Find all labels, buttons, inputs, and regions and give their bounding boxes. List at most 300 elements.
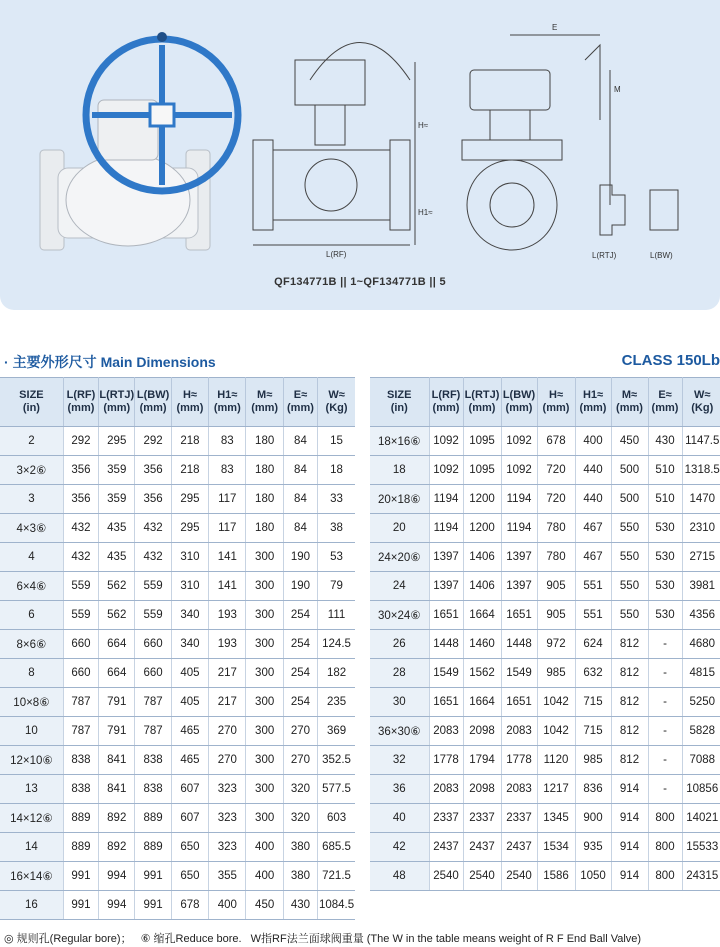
value-cell: 1042 — [537, 688, 575, 717]
value-cell: 83 — [209, 456, 246, 485]
value-cell: - — [648, 630, 682, 659]
value-cell: 15 — [318, 427, 355, 456]
value-cell: 715 — [575, 688, 611, 717]
table-row — [370, 862, 720, 891]
value-cell: 300 — [246, 804, 283, 833]
value-cell: 84 — [283, 485, 317, 514]
value-cell: 369 — [318, 717, 355, 746]
value-cell: 141 — [209, 543, 246, 572]
value-cell: 1778 — [501, 746, 537, 775]
column-header — [537, 378, 575, 427]
table-row — [0, 746, 355, 775]
value-cell: 991 — [63, 862, 98, 891]
value-cell: 352.5 — [318, 746, 355, 775]
label-m: M — [614, 85, 621, 94]
size-cell: 36×30⑥ — [370, 717, 429, 746]
value-cell: 432 — [63, 514, 98, 543]
value-cell: 2437 — [501, 833, 537, 862]
value-cell: 985 — [575, 746, 611, 775]
value-cell: 270 — [209, 717, 246, 746]
value-cell: 270 — [209, 746, 246, 775]
header-row — [0, 378, 355, 427]
label-l-bw: L(BW) — [650, 251, 673, 260]
value-cell: 780 — [537, 543, 575, 572]
value-cell: 323 — [209, 804, 246, 833]
size-cell: 30×24⑥ — [370, 601, 429, 630]
table-row — [370, 601, 720, 630]
column-header — [135, 378, 171, 427]
column-header-unit: (in) — [390, 402, 408, 414]
value-cell: 660 — [135, 630, 171, 659]
value-cell: 270 — [283, 717, 317, 746]
value-cell: 450 — [611, 427, 648, 456]
value-cell: 664 — [99, 659, 135, 688]
column-header — [171, 378, 208, 427]
size-cell: 24 — [370, 572, 429, 601]
valve-drawings — [0, 0, 720, 310]
class-label: CLASS 150Lb — [621, 352, 720, 369]
value-cell: 218 — [171, 427, 208, 456]
value-cell: 10856 — [682, 775, 720, 804]
size-cell: 4 — [0, 543, 63, 572]
value-cell: 356 — [63, 456, 98, 485]
value-cell: 1194 — [429, 485, 463, 514]
column-header-label: L(RF) — [66, 389, 96, 401]
value-cell: 500 — [611, 456, 648, 485]
value-cell: 300 — [246, 543, 283, 572]
value-cell: 1042 — [537, 717, 575, 746]
value-cell: 2337 — [429, 804, 463, 833]
value-cell: 14021 — [682, 804, 720, 833]
value-cell: 300 — [246, 630, 283, 659]
size-cell: 40 — [370, 804, 429, 833]
value-cell: 2337 — [463, 804, 501, 833]
value-cell: 721.5 — [318, 862, 355, 891]
value-cell: 991 — [135, 891, 171, 920]
value-cell: 300 — [246, 717, 283, 746]
value-cell: 715 — [575, 717, 611, 746]
product-figure-panel — [0, 0, 720, 310]
column-header-label: W≈ — [328, 389, 345, 401]
column-header-label: H≈ — [182, 389, 197, 401]
value-cell: 660 — [63, 630, 98, 659]
value-cell: 985 — [537, 659, 575, 688]
value-cell: 889 — [135, 833, 171, 862]
table-row — [0, 659, 355, 688]
value-cell: 791 — [99, 688, 135, 717]
value-cell: 607 — [171, 775, 208, 804]
value-cell: 510 — [648, 456, 682, 485]
value-cell: 400 — [575, 427, 611, 456]
table-row — [0, 427, 355, 456]
value-cell: 1092 — [501, 456, 537, 485]
value-cell: 1562 — [463, 659, 501, 688]
value-cell: 180 — [246, 514, 283, 543]
drawing-front-section — [253, 43, 433, 260]
value-cell: 38 — [318, 514, 355, 543]
value-cell: 1120 — [537, 746, 575, 775]
value-cell: 340 — [171, 630, 208, 659]
column-header — [209, 378, 246, 427]
value-cell: 435 — [99, 543, 135, 572]
value-cell: 800 — [648, 833, 682, 862]
footnote-regular-bore: ◎ 规则孔(Regular bore)； — [4, 933, 132, 945]
column-header-unit: (mm) — [505, 402, 533, 414]
value-cell: 79 — [318, 572, 355, 601]
value-cell: 1794 — [463, 746, 501, 775]
value-cell: 1470 — [682, 485, 720, 514]
value-cell: 510 — [648, 485, 682, 514]
column-header-unit: (mm) — [213, 402, 241, 414]
value-cell: 53 — [318, 543, 355, 572]
column-header-label: H1≈ — [582, 389, 604, 401]
column-header-label: SIZE — [19, 389, 44, 401]
table-row — [0, 485, 355, 514]
value-cell: 994 — [99, 862, 135, 891]
value-cell: 430 — [648, 427, 682, 456]
table-row — [0, 601, 355, 630]
value-cell: 2437 — [429, 833, 463, 862]
table-row — [370, 456, 720, 485]
value-cell: 1664 — [463, 688, 501, 717]
column-header — [429, 378, 463, 427]
value-cell: 33 — [318, 485, 355, 514]
value-cell: 841 — [99, 746, 135, 775]
value-cell: 500 — [611, 485, 648, 514]
column-header-label: L(RTJ) — [99, 389, 135, 401]
table-row — [0, 514, 355, 543]
value-cell: 405 — [171, 688, 208, 717]
size-cell: 16 — [0, 891, 63, 920]
label-h1: H1≈ — [418, 208, 433, 217]
value-cell: 892 — [99, 833, 135, 862]
size-cell: 36 — [370, 775, 429, 804]
column-header-label: L(RTJ) — [464, 389, 500, 401]
column-header-unit: (mm) — [616, 402, 643, 414]
column-header-unit: (mm) — [176, 402, 204, 414]
size-cell: 24×20⑥ — [370, 543, 429, 572]
column-header-unit: (mm) — [139, 402, 167, 414]
size-cell: 32 — [370, 746, 429, 775]
value-cell: 2083 — [501, 717, 537, 746]
value-cell: 559 — [63, 572, 98, 601]
value-cell: 300 — [246, 572, 283, 601]
value-cell: 889 — [63, 804, 98, 833]
value-cell: 1397 — [501, 572, 537, 601]
value-cell: 812 — [611, 659, 648, 688]
value-cell: 1651 — [501, 688, 537, 717]
value-cell: 356 — [63, 485, 98, 514]
value-cell: 254 — [283, 601, 317, 630]
value-cell: 295 — [171, 485, 208, 514]
value-cell: 650 — [171, 862, 208, 891]
model-label: QF134771B || 1~QF134771B || 5 — [274, 276, 446, 288]
value-cell: 914 — [611, 804, 648, 833]
size-cell: 42 — [370, 833, 429, 862]
column-header-unit: (mm) — [67, 402, 95, 414]
table-row — [370, 659, 720, 688]
value-cell: 430 — [283, 891, 317, 920]
value-cell: 1345 — [537, 804, 575, 833]
footnote-reduce-bore: ⑥ 缩孔Reduce bore. — [140, 933, 242, 945]
value-cell: 660 — [135, 659, 171, 688]
value-cell: 300 — [246, 775, 283, 804]
value-cell: 838 — [63, 746, 98, 775]
value-cell: 1194 — [501, 485, 537, 514]
value-cell: 2083 — [429, 717, 463, 746]
value-cell: 1095 — [463, 427, 501, 456]
value-cell: 603 — [318, 804, 355, 833]
value-cell: 193 — [209, 630, 246, 659]
drawing-end-details — [592, 185, 678, 260]
value-cell: - — [648, 746, 682, 775]
value-cell: 650 — [171, 833, 208, 862]
value-cell: 559 — [135, 601, 171, 630]
value-cell: 254 — [283, 688, 317, 717]
size-cell: 10×8⑥ — [0, 688, 63, 717]
value-cell: 405 — [171, 659, 208, 688]
table-row — [370, 485, 720, 514]
size-cell: 2 — [0, 427, 63, 456]
value-cell: 310 — [171, 543, 208, 572]
value-cell: 323 — [209, 775, 246, 804]
value-cell: 530 — [648, 543, 682, 572]
column-header-label: M≈ — [621, 389, 638, 401]
table-row — [0, 891, 355, 920]
value-cell: 1549 — [501, 659, 537, 688]
column-header — [682, 378, 720, 427]
column-header — [575, 378, 611, 427]
value-cell: 791 — [99, 717, 135, 746]
value-cell: 7088 — [682, 746, 720, 775]
column-header-unit: (Kg) — [325, 402, 348, 414]
section-title-en: Main Dimensions — [100, 354, 216, 370]
value-cell: 1318.5 — [682, 456, 720, 485]
value-cell: 838 — [135, 775, 171, 804]
table-row — [370, 746, 720, 775]
value-cell: 1397 — [501, 543, 537, 572]
section-title-cn: 主要外形尺寸 — [12, 354, 97, 370]
table-row — [370, 717, 720, 746]
value-cell: 530 — [648, 572, 682, 601]
value-cell: 400 — [209, 891, 246, 920]
column-header-unit: (mm) — [579, 402, 607, 414]
value-cell: 380 — [283, 833, 317, 862]
size-cell: 6 — [0, 601, 63, 630]
column-header-label: H≈ — [549, 389, 563, 401]
dimensions-table-right — [370, 377, 720, 891]
value-cell: 24315 — [682, 862, 720, 891]
size-cell: 20 — [370, 514, 429, 543]
value-cell: 2083 — [429, 775, 463, 804]
value-cell: 1448 — [501, 630, 537, 659]
value-cell: 914 — [611, 833, 648, 862]
column-header-unit: (mm) — [432, 402, 460, 414]
value-cell: 972 — [537, 630, 575, 659]
value-cell: 2540 — [501, 862, 537, 891]
value-cell: 562 — [99, 572, 135, 601]
value-cell: 117 — [209, 514, 246, 543]
value-cell: 550 — [611, 601, 648, 630]
value-cell: 4815 — [682, 659, 720, 688]
header-row — [370, 378, 720, 427]
size-cell: 12×10⑥ — [0, 746, 63, 775]
size-cell: 18×16⑥ — [370, 427, 429, 456]
table-row — [370, 572, 720, 601]
size-cell: 14×12⑥ — [0, 804, 63, 833]
dimensions-table-left — [0, 377, 355, 920]
column-header — [318, 378, 355, 427]
value-cell: 310 — [171, 572, 208, 601]
value-cell: 432 — [63, 543, 98, 572]
table-row — [0, 833, 355, 862]
value-cell: 2098 — [463, 775, 501, 804]
column-header-label: M≈ — [257, 389, 273, 401]
column-header-unit: (in) — [22, 402, 40, 414]
value-cell: 180 — [246, 456, 283, 485]
value-cell: 678 — [171, 891, 208, 920]
value-cell: 530 — [648, 514, 682, 543]
value-cell: 180 — [246, 427, 283, 456]
value-cell: - — [648, 659, 682, 688]
drawing-side-view — [462, 23, 621, 250]
column-header-unit: (mm) — [651, 402, 679, 414]
value-cell: 1092 — [429, 427, 463, 456]
size-cell: 3 — [0, 485, 63, 514]
value-cell: 2715 — [682, 543, 720, 572]
size-cell: 14 — [0, 833, 63, 862]
value-cell: 1095 — [463, 456, 501, 485]
valve-photo — [40, 32, 238, 250]
value-cell: 1147.5 — [682, 427, 720, 456]
value-cell: 355 — [209, 862, 246, 891]
value-cell: 2337 — [501, 804, 537, 833]
table-row — [370, 804, 720, 833]
value-cell: 624 — [575, 630, 611, 659]
value-cell: 320 — [283, 775, 317, 804]
value-cell: 217 — [209, 688, 246, 717]
value-cell: 678 — [537, 427, 575, 456]
column-header-unit: (mm) — [251, 402, 279, 414]
value-cell: 450 — [246, 891, 283, 920]
value-cell: 218 — [171, 456, 208, 485]
value-cell: 300 — [246, 688, 283, 717]
column-header-label: H1≈ — [217, 389, 238, 401]
value-cell: 141 — [209, 572, 246, 601]
value-cell: 800 — [648, 804, 682, 833]
label-l-rtj: L(RTJ) — [592, 251, 617, 260]
value-cell: 292 — [63, 427, 98, 456]
value-cell: 1664 — [463, 601, 501, 630]
value-cell: - — [648, 688, 682, 717]
size-cell: 28 — [370, 659, 429, 688]
value-cell: 905 — [537, 601, 575, 630]
size-cell: 4×3⑥ — [0, 514, 63, 543]
size-cell: 30 — [370, 688, 429, 717]
value-cell: 2437 — [463, 833, 501, 862]
value-cell: 84 — [283, 514, 317, 543]
value-cell: 295 — [171, 514, 208, 543]
value-cell: 190 — [283, 543, 317, 572]
value-cell: 994 — [99, 891, 135, 920]
column-header — [0, 378, 63, 427]
table-row — [370, 688, 720, 717]
value-cell: 838 — [135, 746, 171, 775]
value-cell: 812 — [611, 630, 648, 659]
value-cell: 380 — [283, 862, 317, 891]
size-cell: 3×2⑥ — [0, 456, 63, 485]
value-cell: 254 — [283, 630, 317, 659]
column-header-unit: (mm) — [542, 402, 570, 414]
value-cell: 551 — [575, 572, 611, 601]
value-cell: 292 — [135, 427, 171, 456]
value-cell: 787 — [63, 688, 98, 717]
footnote — [4, 930, 647, 946]
value-cell: 2540 — [463, 862, 501, 891]
value-cell: 889 — [135, 804, 171, 833]
column-header-label: SIZE — [387, 389, 412, 401]
value-cell: 254 — [283, 659, 317, 688]
column-header-label: L(RF) — [431, 389, 461, 401]
value-cell: - — [648, 775, 682, 804]
value-cell: 465 — [171, 746, 208, 775]
value-cell: 235 — [318, 688, 355, 717]
value-cell: 562 — [99, 601, 135, 630]
column-header — [370, 378, 429, 427]
value-cell: 559 — [63, 601, 98, 630]
label-e: E — [552, 23, 558, 32]
value-cell: 720 — [537, 485, 575, 514]
value-cell: 812 — [611, 688, 648, 717]
value-cell: 5250 — [682, 688, 720, 717]
table-row — [0, 688, 355, 717]
value-cell: 193 — [209, 601, 246, 630]
value-cell: 83 — [209, 427, 246, 456]
value-cell: 914 — [611, 862, 648, 891]
value-cell: 1448 — [429, 630, 463, 659]
value-cell: 914 — [611, 775, 648, 804]
column-header-label: E≈ — [658, 389, 672, 401]
value-cell: 400 — [246, 833, 283, 862]
value-cell: 550 — [611, 514, 648, 543]
size-cell: 20×18⑥ — [370, 485, 429, 514]
value-cell: 467 — [575, 543, 611, 572]
value-cell: 432 — [135, 543, 171, 572]
column-header-unit: (mm) — [468, 402, 496, 414]
value-cell: 1194 — [501, 514, 537, 543]
value-cell: 340 — [171, 601, 208, 630]
value-cell: 800 — [648, 862, 682, 891]
value-cell: 400 — [246, 862, 283, 891]
value-cell: 812 — [611, 746, 648, 775]
value-cell: 182 — [318, 659, 355, 688]
value-cell: 190 — [283, 572, 317, 601]
value-cell: 2083 — [501, 775, 537, 804]
value-cell: 300 — [246, 659, 283, 688]
value-cell: 300 — [246, 746, 283, 775]
value-cell: 84 — [283, 427, 317, 456]
value-cell: 15533 — [682, 833, 720, 862]
value-cell: 577.5 — [318, 775, 355, 804]
column-header — [501, 378, 537, 427]
table-row — [0, 630, 355, 659]
value-cell: 1586 — [537, 862, 575, 891]
value-cell: 1406 — [463, 572, 501, 601]
column-header — [99, 378, 135, 427]
size-cell: 6×4⑥ — [0, 572, 63, 601]
value-cell: 780 — [537, 514, 575, 543]
size-cell: 48 — [370, 862, 429, 891]
